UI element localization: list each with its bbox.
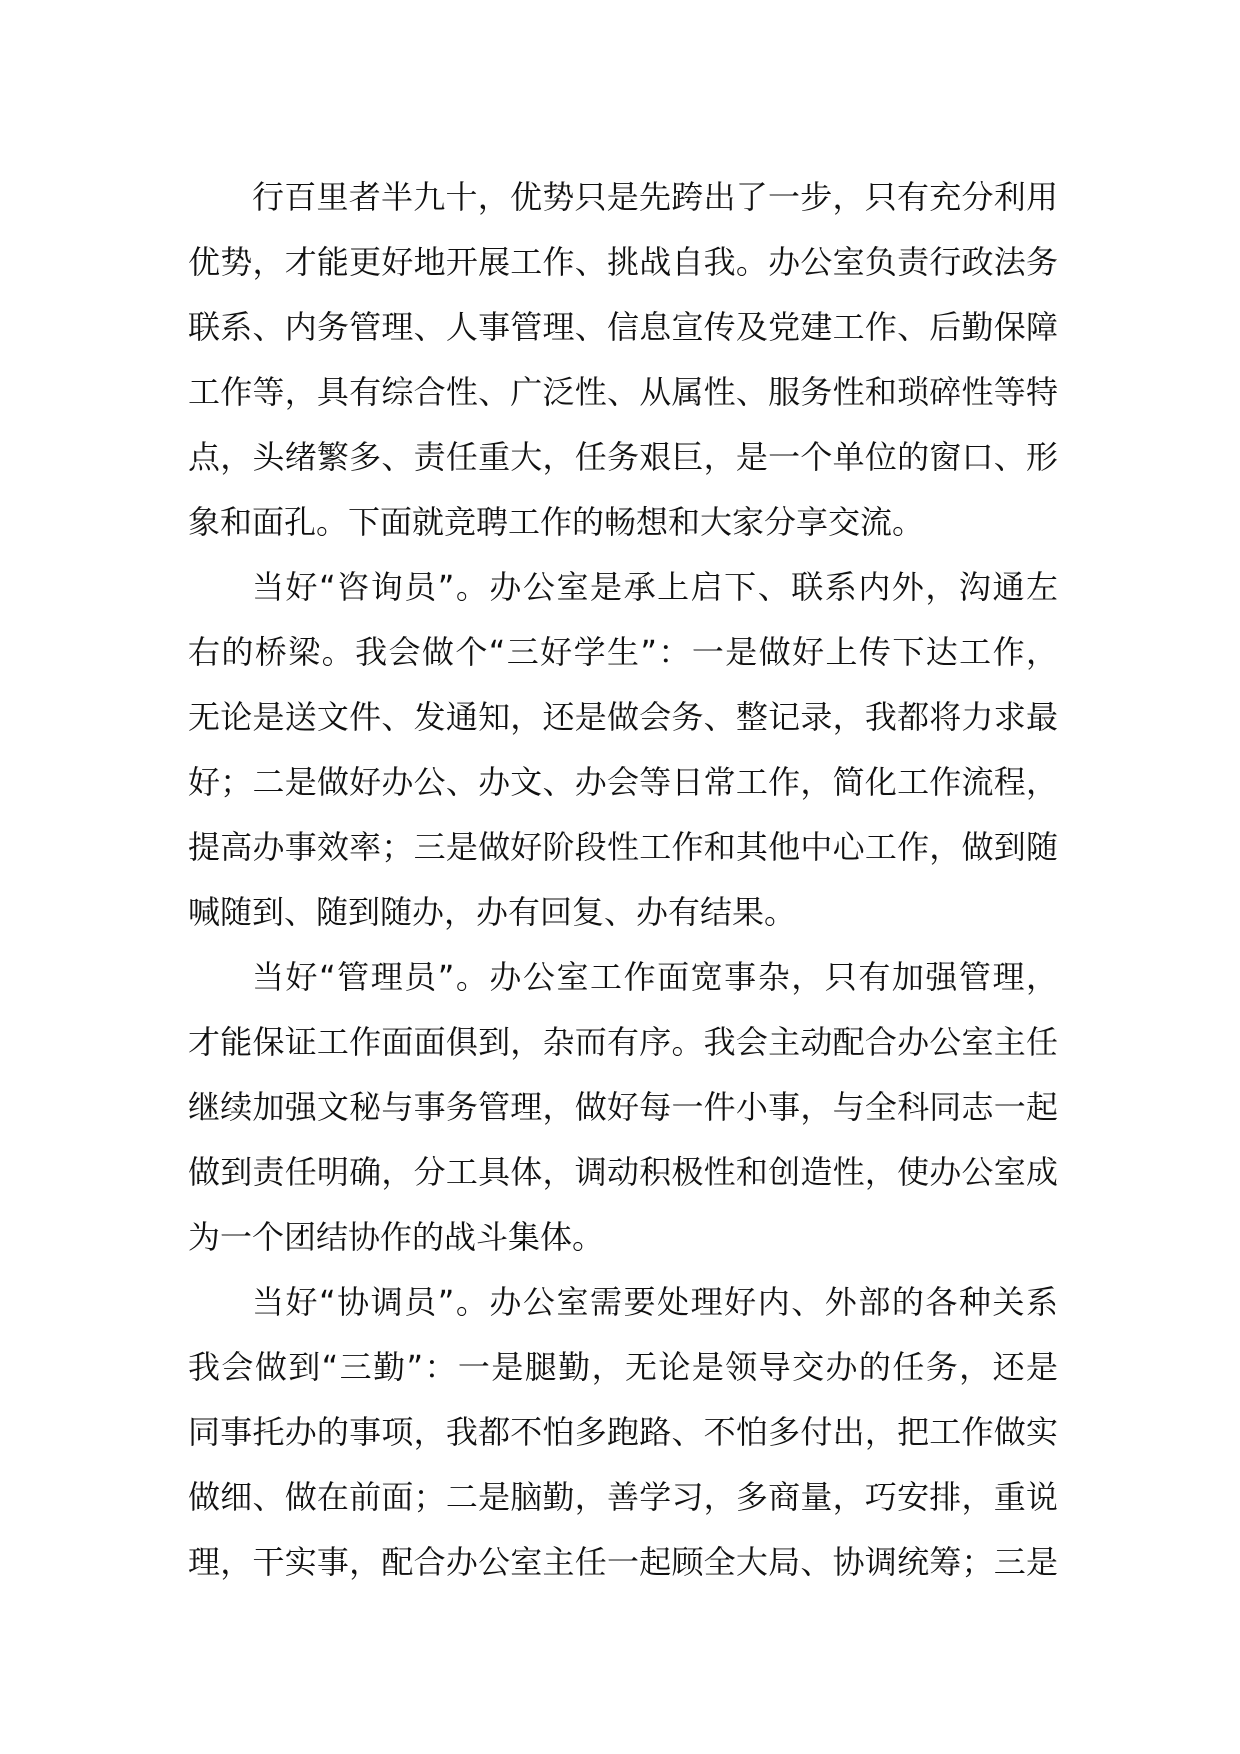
paragraph-4-line-5: 理，干实事，配合办公室主任一起顾全大局、协调统筹；三是 <box>188 1543 1058 1581</box>
paragraph-2-line-1: 当好“咨询员”。办公室是承上启下、联系内外，沟通左 <box>252 568 1058 606</box>
paragraph-1-line-1: 行百里者半九十，优势只是先跨出了一步，只有充分利用 <box>252 178 1058 216</box>
paragraph-4-line-4: 做细、做在前面；二是脑勤，善学习，多商量，巧安排，重说 <box>188 1478 1058 1516</box>
paragraph-3-line-5: 为一个团结协作的战斗集体。 <box>188 1218 605 1256</box>
paragraph-2-line-4: 好；二是做好办公、办文、办会等日常工作，简化工作流程， <box>188 763 1058 801</box>
paragraph-1-line-4: 工作等，具有综合性、广泛性、从属性、服务性和琐碎性等特 <box>188 373 1058 411</box>
paragraph-3-line-1: 当好“管理员”。办公室工作面宽事杂，只有加强管理， <box>252 958 1058 996</box>
paragraph-3-line-2: 才能保证工作面面俱到，杂而有序。我会主动配合办公室主任 <box>188 1023 1058 1061</box>
paragraph-1-line-3: 联系、内务管理、人事管理、信息宣传及党建工作、后勤保障 <box>188 308 1058 346</box>
paragraph-2-line-2: 右的桥梁。我会做个“三好学生”：一是做好上传下达工作， <box>188 633 1058 671</box>
paragraph-4-line-3: 同事托办的事项，我都不怕多跑路、不怕多付出，把工作做实 <box>188 1413 1058 1451</box>
document-body <box>188 165 1058 1595</box>
paragraph-1-line-6: 象和面孔。下面就竞聘工作的畅想和大家分享交流。 <box>188 503 925 541</box>
paragraph-2-line-3: 无论是送文件、发通知，还是做会务、整记录，我都将力求最 <box>188 698 1058 736</box>
paragraph-1-line-2: 优势，才能更好地开展工作、挑战自我。办公室负责行政法务 <box>188 243 1058 281</box>
paragraph-2-line-6: 喊随到、随到随办，办有回复、办有结果。 <box>188 893 797 931</box>
paragraph-2-line-5: 提高办事效率；三是做好阶段性工作和其他中心工作，做到随 <box>188 828 1058 866</box>
paragraph-4-line-1: 当好“协调员”。办公室需要处理好内、外部的各种关系 <box>252 1283 1058 1321</box>
paragraph-3-line-3: 继续加强文秘与事务管理，做好每一件小事，与全科同志一起 <box>188 1088 1058 1126</box>
paragraph-3-line-4: 做到责任明确，分工具体，调动积极性和创造性，使办公室成 <box>188 1153 1058 1191</box>
paragraph-1-line-5: 点，头绪繁多、责任重大，任务艰巨，是一个单位的窗口、形 <box>188 438 1058 476</box>
paragraph-4-line-2: 我会做到“三勤”：一是腿勤，无论是领导交办的任务，还是 <box>188 1348 1058 1386</box>
